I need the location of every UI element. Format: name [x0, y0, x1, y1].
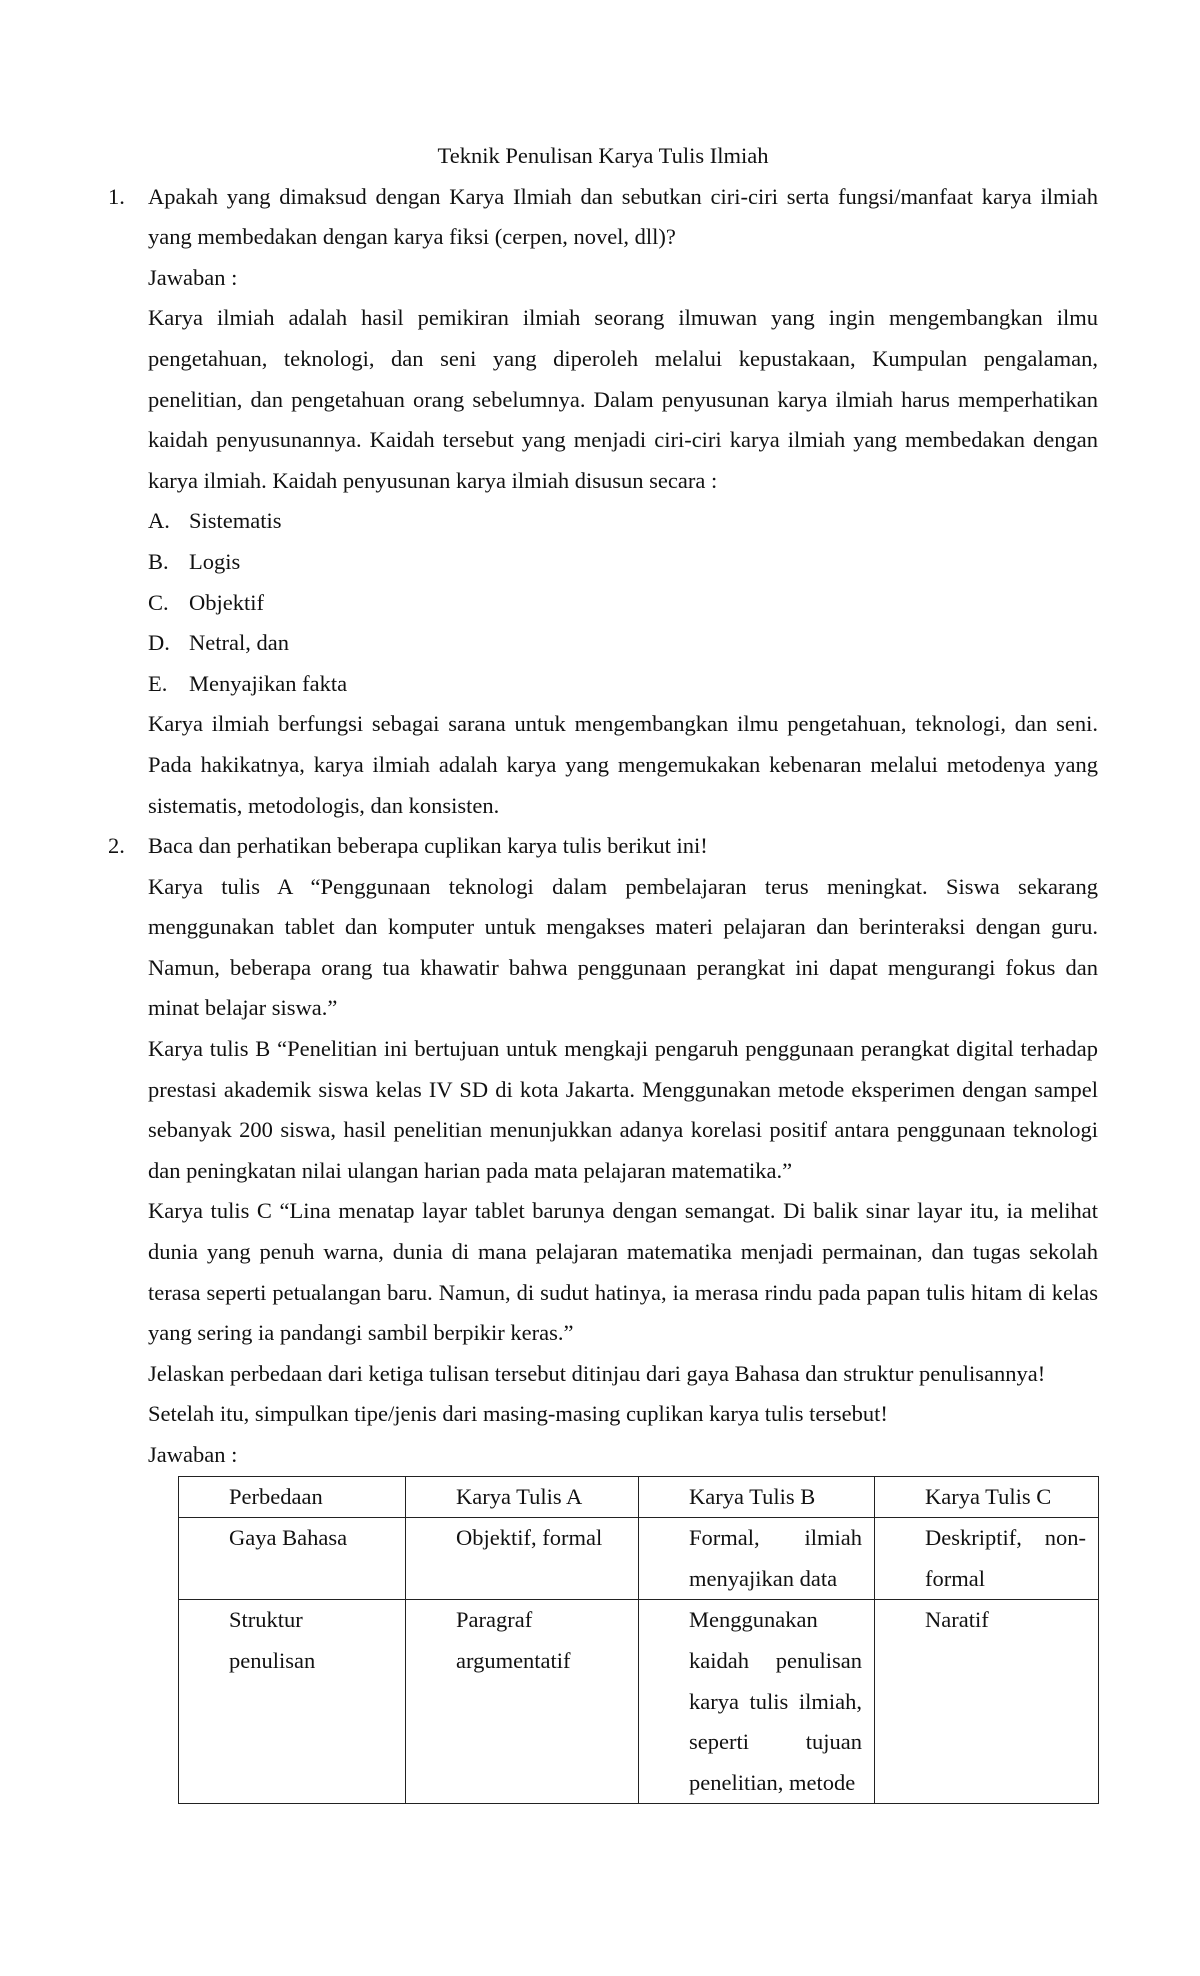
list-item-letter: D. — [148, 630, 170, 656]
table-header-cell: Karya Tulis C — [875, 1476, 1099, 1518]
list-item — [148, 583, 1098, 624]
table-cell: Objektif, formal — [406, 1518, 639, 1600]
document-title: Teknik Penulisan Karya Tulis Ilmiah — [437, 143, 769, 168]
question-prompt: Baca dan perhatikan beberapa cuplikan karya tulis berikut ini! — [148, 833, 708, 859]
characteristics-list — [148, 501, 1098, 704]
answer-label: Jawaban : — [148, 1442, 238, 1467]
table-header-row — [179, 1476, 1099, 1518]
list-item-text: Menyajikan fakta — [189, 670, 348, 696]
list-item — [148, 542, 1098, 583]
list-item-text: Netral, dan — [189, 630, 289, 656]
question-2 — [108, 826, 1098, 1804]
table-cell: Menggunakan kaidah penulisan karya tulis ilmiah, seperti tujuan penelitian, metode — [639, 1600, 875, 1804]
list-item-letter: A. — [148, 508, 170, 534]
table-cell: Gaya Bahasa — [179, 1518, 406, 1600]
table-cell: Naratif — [875, 1600, 1099, 1804]
question-1 — [108, 177, 1098, 827]
question-prompt: Apakah yang dimaksud dengan Karya Ilmiah dan sebutkan ciri-ciri serta fungsi/manfaat karya ilmiah yang membedakan dengan karya fiksi (cerpen, novel, dll)? — [148, 183, 1098, 250]
list-item-text: Logis — [189, 548, 241, 574]
question-number: 1. — [108, 183, 125, 209]
instruction-1: Jelaskan perbedaan dari ketiga tulisan tersebut ditinjau dari gaya Bahasa dan struktur penulisannya! — [148, 1360, 1046, 1386]
table-cell: Formal, ilmiah menyajikan data — [639, 1518, 875, 1600]
list-item-letter: E. — [148, 670, 168, 696]
table-cell: Struktur penulisan — [179, 1600, 406, 1804]
answer-label: Jawaban : — [148, 264, 238, 290]
table-row — [179, 1518, 1099, 1600]
excerpt-b: Karya tulis B “Penelitian ini bertujuan untuk mengkaji pengaruh penggunaan perangkat digital terhadap prestasi akademik siswa kelas IV SD di kota Jakarta. Menggunakan metode eksperimen dengan sampel sebanyak 200 siswa, hasil penelitian menunjukkan adanya korelasi positif antara penggunaan teknologi dan peningkatan nilai ulangan harian pada mata pelajaran matematika.” — [148, 1036, 1098, 1183]
list-item-letter: B. — [148, 548, 169, 574]
document-content — [108, 136, 1098, 1804]
table-header-cell: Karya Tulis A — [406, 1476, 639, 1518]
excerpt-a: Karya tulis A “Penggunaan teknologi dalam pembelajaran terus meningkat. Siswa sekarang menggunakan tablet dan komputer untuk mengakses materi pelajaran dan berinteraksi dengan guru. Namun, beberapa orang tua khawatir bahwa penggunaan perangkat ini dapat mengurangi fokus dan minat belajar siswa.” — [148, 873, 1098, 1021]
table-cell: Deskriptif, non-formal — [875, 1518, 1099, 1600]
table-row — [179, 1600, 1099, 1804]
list-item — [148, 623, 1098, 664]
comparison-table — [178, 1476, 1099, 1805]
list-item-letter: C. — [148, 589, 169, 615]
excerpt-c: Karya tulis C “Lina menatap layar tablet barunya dengan semangat. Di balik sinar layar itu, ia melihat dunia yang penuh warna, dunia di mana pelajaran matematika menjadi permainan, dan tugas sekolah terasa seperti petualangan baru. Namun, di sudut hatinya, ia merasa rindu pada papan tulis hitam di kelas yang sering ia pandangi sambil berpikir keras.” — [148, 1198, 1098, 1346]
list-item-text: Objektif — [189, 589, 264, 615]
list-item-text: Sistematis — [189, 508, 282, 534]
list-item — [148, 664, 1098, 705]
answer-paragraph: Karya ilmiah adalah hasil pemikiran ilmiah seorang ilmuwan yang ingin mengembangkan ilmu pengetahuan, teknologi, dan seni yang diperoleh melalui kepustakaan, Kumpulan pengalaman, penelitian, dan pengetahuan orang sebelumnya. Dalam penyusunan karya ilmiah harus memperhatikan kaidah penyusunannya. Kaidah tersebut yang menjadi ciri-ciri karya ilmiah yang membedakan dengan karya ilmiah. Kaidah penyusunan karya ilmiah disusun secara : — [148, 305, 1098, 493]
question-number: 2. — [108, 833, 125, 859]
list-item — [148, 501, 1098, 542]
table-header-cell: Perbedaan — [179, 1476, 406, 1518]
table-header-cell: Karya Tulis B — [639, 1476, 875, 1518]
instruction-2: Setelah itu, simpulkan tipe/jenis dari masing-masing cuplikan karya tulis tersebut! — [148, 1401, 888, 1427]
closing-paragraph: Karya ilmiah berfungsi sebagai sarana untuk mengembangkan ilmu pengetahuan, teknologi, dan seni. Pada hakikatnya, karya ilmiah adalah karya yang mengemukakan kebenaran melalui metodenya yang sistematis, metodologis, dan konsisten. — [148, 711, 1098, 818]
table-cell: Paragraf argumentatif — [406, 1600, 639, 1804]
